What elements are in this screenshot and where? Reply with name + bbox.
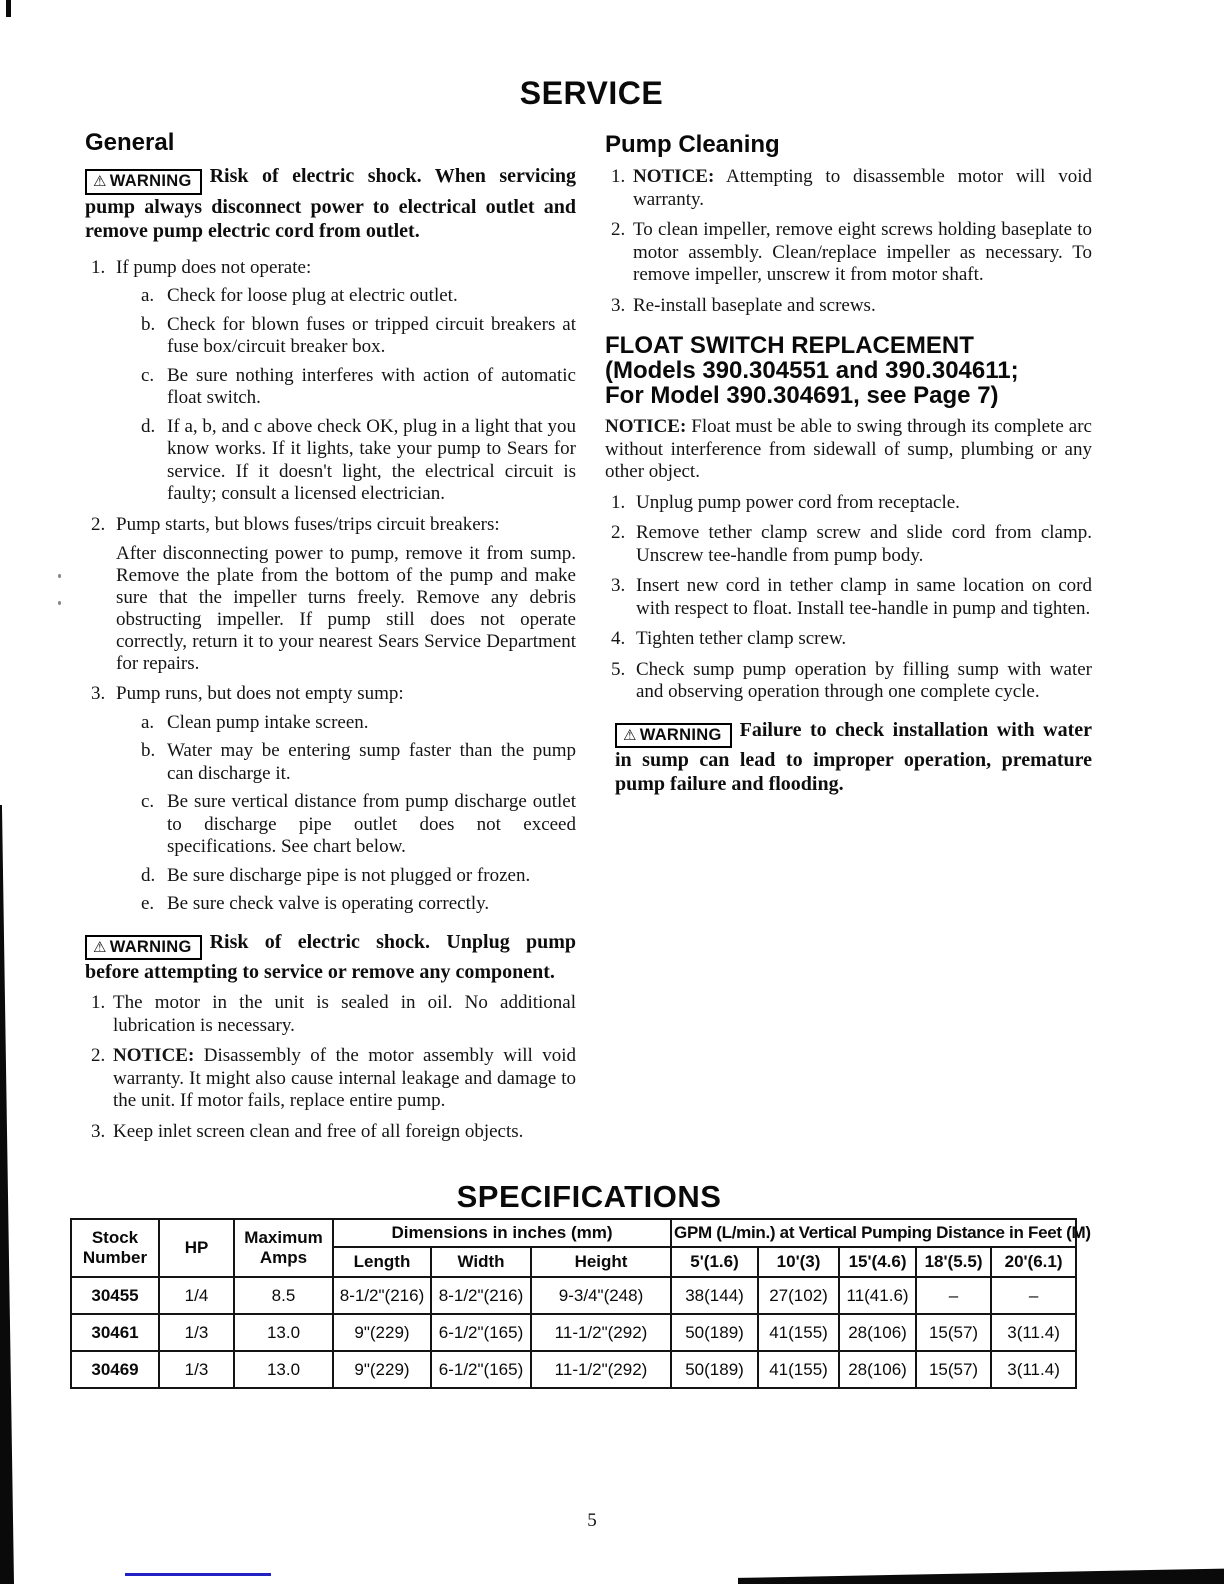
table-cell: 3(11.4) [991,1314,1076,1351]
table-cell: 3(11.4) [991,1351,1076,1388]
list-item [91,683,576,706]
sub-text: Be sure nothing interferes with action of automatic float switch. [167,364,576,409]
item-number: 1. [91,992,106,1014]
sub-letter: c. [141,791,155,813]
sub-letter: b. [141,313,156,335]
col-header-stock: Stock Number [71,1219,159,1277]
sub-letter: a. [141,285,155,307]
item-number: 2. [91,1045,106,1067]
table-cell: 11(41.6) [839,1277,916,1314]
item-text: Re-install baseplate and screws. [633,294,876,316]
table-cell: 8-1/2"(216) [333,1277,431,1314]
list-item [91,1121,576,1144]
item-bold-prefix: NOTICE: [113,1045,195,1067]
item-number: 2. [611,522,626,544]
table-row [71,1277,1076,1314]
item-number: 2. [91,513,106,535]
list-item [611,628,1092,651]
bottom-blue-line [125,1573,271,1576]
item-number: 3. [91,683,106,705]
list-item [611,492,1092,515]
list-item [91,257,576,280]
warning-label: WARNING [639,725,722,744]
table-cell: 15(57) [916,1314,991,1351]
warning-icon: ⚠ [93,937,107,956]
table-cell: 11-1/2"(292) [531,1314,671,1351]
warning-text: Risk of electric shock. When servicing pump always disconnect power to electrical outlet and remove pump electric cord from outlet. [85,165,576,242]
table-cell: 1/4 [159,1277,234,1314]
sub-letter: a. [141,711,155,733]
table-cell: 38(144) [671,1277,758,1314]
table-cell: 6-1/2"(165) [431,1314,531,1351]
table-cell: 27(102) [758,1277,839,1314]
item-text: The motor in the unit is sealed in oil. No additional lubrication is necessary. [113,992,576,1036]
item-bold-prefix: NOTICE: [633,166,715,188]
list-item [611,522,1092,567]
item-text: Keep inlet screen clean and free of all foreign objects. [113,1120,524,1142]
item-text: Unplug pump power cord from receptacle. [636,491,960,513]
sub-letter: d. [141,864,156,886]
sub-text: Check for blown fuses or tripped circuit breakers at fuse box/circuit breaker box. [167,313,576,358]
sub-text: Be sure discharge pipe is not plugged or frozen. [167,864,531,886]
sub-item [141,365,576,410]
table-row [71,1314,1076,1351]
item-text: Tighten tether clamp screw. [636,628,847,650]
table-row [71,1351,1076,1388]
warning-text: Risk of electric shock. Unplug pump before attempting to service or remove any component. [85,930,576,984]
sub-item [141,314,576,359]
scan-dot [58,601,61,605]
sub-text: Be sure vertical distance from pump discharge outlet to discharge pipe outlet does not exceed specifications. See chart below. [167,791,576,858]
table-cell: 30469 [71,1351,159,1388]
warning-icon: ⚠ [93,172,107,191]
list-item [91,992,576,1037]
table-cell: 1/3 [159,1351,234,1388]
col-header-width: Width [431,1247,531,1277]
list-item [91,514,576,537]
warning-paragraph [85,930,576,985]
table-cell: 30461 [71,1314,159,1351]
warning-label: WARNING [109,937,192,956]
item-number: 5. [611,658,626,680]
item-number: 4. [611,628,626,650]
item-text: Check sump pump operation by filling sump with water and observing operation through one complete cycle. [636,658,1092,703]
table-cell: – [991,1277,1076,1314]
item-text: NOTICE: Attempting to disassemble motor will void warranty. [633,166,1092,210]
warning-label: WARNING [109,172,192,191]
section-heading-general: General [85,129,175,156]
item-paragraph: After disconnecting power to pump, remove it from sump. Remove the plate from the bottom of the pump and make sure that the impeller turns freely. Remove any debris obstructing impeller. If pump still does not operate correctly, return it to your nearest Sears Service Department for repairs. [116,543,576,675]
table-cell: 50(189) [671,1314,758,1351]
item-text: Pump runs, but does not empty sump: [116,683,404,705]
table-cell: 9-3/4"(248) [531,1277,671,1314]
specifications-title: SPECIFICATIONS [456,1179,722,1214]
item-number: 3. [91,1120,106,1142]
item-number: 1. [611,491,626,513]
table-cell: 13.0 [234,1351,333,1388]
list-item [611,166,1092,211]
item-text: Remove tether clamp screw and slide cord from clamp. Unscrew tee-handle from pump body. [636,522,1092,566]
table-cell: 9"(229) [333,1351,431,1388]
list-item [611,575,1092,620]
sub-letter: c. [141,364,155,386]
list-item [611,659,1092,704]
item-number: 2. [611,219,626,241]
col-header-10ft: 10'(3) [758,1247,839,1277]
item-text: Insert new cord in tether clamp in same location on cord with respect to float. Install tee-handle in pump and tighten. [636,575,1092,619]
table-cell: 1/3 [159,1314,234,1351]
notice-bold: NOTICE: [605,416,687,438]
warning-chip [85,935,202,961]
warning-chip [615,723,732,749]
warning-chip [85,169,202,195]
item-number: 1. [611,166,626,188]
sub-item [141,791,576,859]
table-cell: 13.0 [234,1314,333,1351]
table-cell: – [916,1277,991,1314]
scan-dot [58,574,61,578]
section-heading-pump-cleaning: Pump Cleaning [605,131,780,158]
item-text: NOTICE: Disassembly of the motor assembly will void warranty. It might also cause internal leakage and damage to the unit. If motor fails, replace entire pump. [113,1045,576,1112]
table-cell: 28(106) [839,1314,916,1351]
table-cell: 30455 [71,1277,159,1314]
item-number: 1. [91,256,106,278]
warning-icon: ⚠ [623,725,637,744]
table-cell: 50(189) [671,1351,758,1388]
table-cell: 11-1/2"(292) [531,1351,671,1388]
left-column [85,130,576,1143]
sub-item [141,893,576,916]
table-cell: 41(155) [758,1351,839,1388]
sub-item [141,712,576,735]
notice-paragraph: NOTICE: Float must be able to swing through its complete arc without interference from sidewall of sump, plumbing or any other object. [605,416,1092,483]
sub-text: Clean pump intake screen. [167,711,369,733]
group-header-dimensions: Dimensions in inches (mm) [333,1219,671,1247]
table-cell: 15(57) [916,1351,991,1388]
sub-text: Water may be entering sump faster than the pump can discharge it. [167,740,576,784]
col-header-amps: Maximum Amps [234,1219,333,1277]
specifications-table [70,1218,1091,1389]
warning-paragraph [85,164,576,243]
warning-paragraph [615,718,1092,797]
right-column [605,132,1092,796]
item-text: To clean impeller, remove eight screws holding baseplate to motor assembly. Clean/replace impeller as necessary. To remove impeller, unscrew it from motor shaft. [633,219,1092,286]
col-header-20ft: 20'(6.1) [991,1247,1076,1277]
table-cell: 28(106) [839,1351,916,1388]
item-number: 3. [611,575,626,597]
page-number: 5 [587,1510,597,1531]
sub-text: If a, b, and c above check OK, plug in a light that you know works. If it lights, take your pump to Sears for service. If it doesn't light, the electrical circuit is faulty; consult a licensed electrician. [167,415,576,505]
list-item [91,1045,576,1113]
list-item [611,295,1092,318]
table-cell: 9"(229) [333,1314,431,1351]
col-header-hp: HP [159,1219,234,1277]
group-header-gpm: GPM (L/min.) at Vertical Pumping Distance in Feet (M) [671,1219,1076,1247]
col-header-15ft: 15'(4.6) [839,1247,916,1277]
item-text: Pump starts, but blows fuses/trips circuit breakers: [116,513,500,535]
table-cell: 41(155) [758,1314,839,1351]
sub-item [141,865,576,888]
table-cell: 6-1/2"(165) [431,1351,531,1388]
col-header-height: Height [531,1247,671,1277]
col-header-length: Length [333,1247,431,1277]
scan-artifact-bottom-right [738,1568,1224,1584]
scan-artifact-tick [6,0,11,17]
sub-text: Be sure check valve is operating correctly. [167,893,490,915]
sub-item [141,416,576,506]
sub-item [141,285,576,308]
table-cell: 8-1/2"(216) [431,1277,531,1314]
page-title: SERVICE [519,75,664,111]
float-switch-models2: For Model 390.304691, see Page 7) [605,382,999,410]
warning-text: Failure to check installation with water in sump can lead to improper operation, premature pump failure and flooding. [615,718,1092,796]
sub-letter: b. [141,740,156,762]
float-switch-models: (Models 390.304551 and 390.304611; [605,357,1019,385]
sub-text: Check for loose plug at electric outlet. [167,285,458,307]
section-heading-float-switch [605,333,1092,408]
sub-item [141,740,576,785]
float-switch-title: FLOAT SWITCH REPLACEMENT [605,332,974,360]
table-cell: 8.5 [234,1277,333,1314]
item-number: 3. [611,294,626,316]
sub-letter: e. [141,893,155,915]
col-header-5ft: 5'(1.6) [671,1247,758,1277]
sub-letter: d. [141,415,156,437]
item-text: If pump does not operate: [116,256,312,278]
col-header-18ft: 18'(5.5) [916,1247,991,1277]
list-item [611,219,1092,287]
